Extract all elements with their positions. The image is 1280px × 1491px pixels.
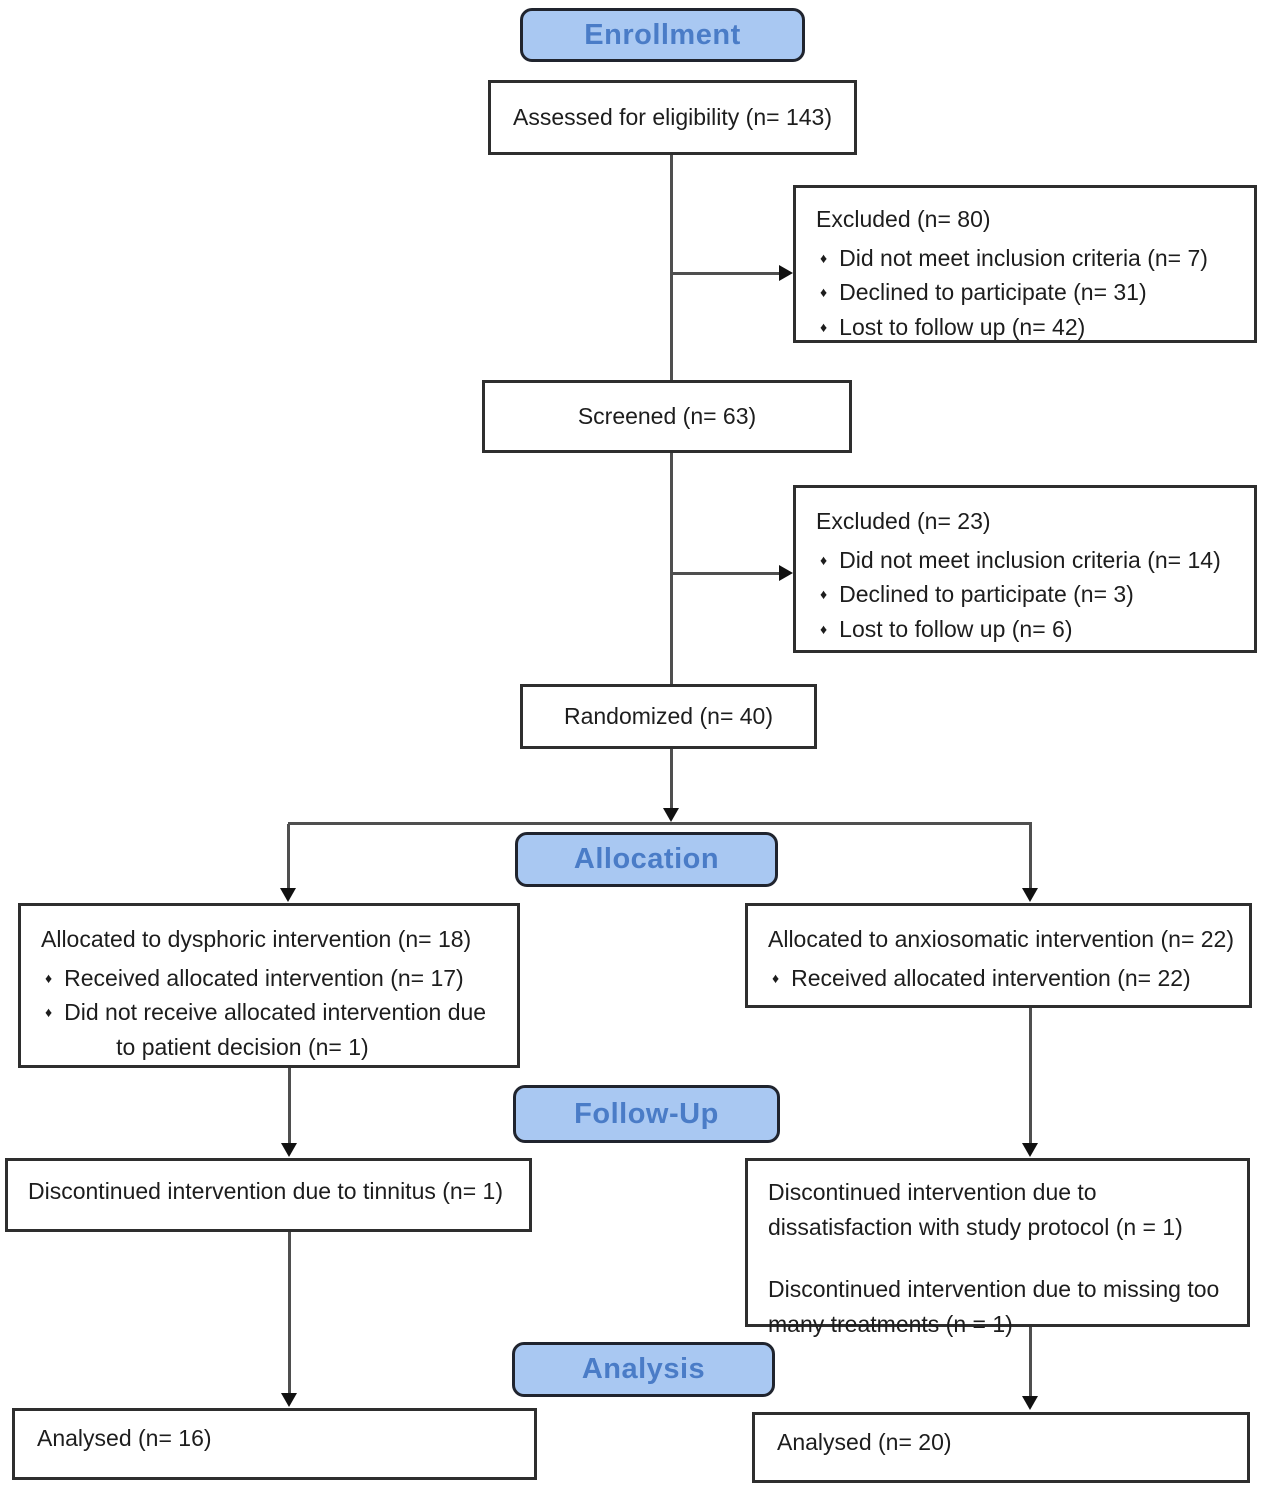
connector-split-to-alloc-right bbox=[1029, 824, 1032, 888]
connector-randomized-to-split bbox=[670, 749, 673, 809]
connector-allocation-split bbox=[288, 822, 1032, 825]
stage-badge-allocation: Allocation bbox=[515, 832, 778, 887]
discontinued-right-box bbox=[745, 1158, 1250, 1337]
randomized-box bbox=[520, 684, 817, 749]
excluded1-item: Did not meet inclusion criteria (n= 7) bbox=[839, 244, 1208, 271]
diamond-bullet-icon: ♦ bbox=[820, 284, 828, 300]
analysed-right-text: Analysed (n= 20) bbox=[777, 1429, 952, 1456]
arrow-down-icon bbox=[663, 808, 679, 822]
connector-alloc-to-followup-left bbox=[288, 1068, 291, 1144]
excluded-box-1 bbox=[793, 185, 1257, 343]
connector-branch-excluded2 bbox=[672, 572, 782, 575]
list-item bbox=[768, 961, 1235, 996]
list-item bbox=[816, 275, 1240, 310]
list-item bbox=[816, 310, 1240, 345]
screened-text: Screened (n= 63) bbox=[577, 403, 757, 430]
excluded2-item: Declined to participate (n= 3) bbox=[839, 581, 1134, 607]
connector-branch-excluded1 bbox=[672, 272, 782, 275]
excluded-box-2 bbox=[793, 485, 1257, 653]
excluded2-item: Did not meet inclusion criteria (n= 14) bbox=[839, 546, 1221, 573]
excluded2-title: Excluded (n= 23) bbox=[816, 508, 991, 534]
alloc-left-item: Received allocated intervention (n= 17) bbox=[64, 964, 464, 991]
diamond-bullet-icon: ♦ bbox=[820, 318, 828, 335]
connector-followup-to-analysis-right bbox=[1029, 1327, 1032, 1397]
list-item bbox=[816, 577, 1240, 612]
arrow-down-icon bbox=[1022, 888, 1038, 902]
diamond-bullet-icon: ♦ bbox=[45, 969, 53, 986]
analysed-left-text: Analysed (n= 16) bbox=[37, 1424, 212, 1451]
fu-left-text: Discontinued intervention due to tinnitus (n= 1) bbox=[28, 1177, 503, 1204]
fu-right-paragraph: Discontinued intervention due to dissatisfaction with study protocol (n = 1) bbox=[768, 1179, 1183, 1240]
stage-badge-enrollment: Enrollment bbox=[520, 8, 805, 62]
discontinued-tinnitus-box bbox=[5, 1158, 532, 1232]
diamond-bullet-icon: ♦ bbox=[820, 551, 828, 568]
assessed-for-eligibility-box bbox=[488, 80, 857, 155]
analysed-right-box bbox=[752, 1412, 1250, 1483]
arrow-down-icon bbox=[281, 1143, 297, 1157]
screened-box bbox=[482, 380, 852, 453]
alloc-right-item: Received allocated intervention (n= 22) bbox=[791, 964, 1191, 991]
arrow-down-icon bbox=[280, 888, 296, 902]
connector-split-to-alloc-left bbox=[287, 824, 290, 888]
stage-badge-analysis: Analysis bbox=[512, 1342, 775, 1397]
randomized-text: Randomized (n= 40) bbox=[563, 703, 774, 730]
arrow-right-icon bbox=[779, 265, 793, 281]
excluded2-item: Lost to follow up (n= 6) bbox=[839, 615, 1073, 642]
diamond-bullet-icon: ♦ bbox=[820, 620, 828, 637]
alloc-left-item: Did not receive allocated intervention due to patient decision (n= 1) bbox=[64, 999, 487, 1060]
diamond-bullet-icon: ♦ bbox=[820, 249, 828, 266]
arrow-down-icon bbox=[1022, 1143, 1038, 1157]
list-item bbox=[816, 612, 1240, 647]
diamond-bullet-icon: ♦ bbox=[820, 586, 828, 602]
connector-alloc-to-followup-right bbox=[1029, 1008, 1032, 1144]
excluded1-item: Lost to follow up (n= 42) bbox=[839, 313, 1086, 340]
diamond-bullet-icon: ♦ bbox=[772, 969, 780, 986]
alloc-right-title: Allocated to anxiosomatic intervention (n= 22) bbox=[768, 926, 1235, 952]
diamond-bullet-icon: ♦ bbox=[45, 1004, 53, 1020]
arrow-down-icon bbox=[1022, 1396, 1038, 1410]
arrow-right-icon bbox=[779, 565, 793, 581]
assessed-text: Assessed for eligibility (n= 143) bbox=[513, 104, 832, 131]
connector-screened-to-randomized bbox=[670, 453, 673, 684]
connector-assessed-to-screened bbox=[670, 155, 673, 380]
allocated-anxiosomatic-box bbox=[745, 903, 1252, 1008]
connector-followup-to-analysis-left bbox=[288, 1232, 291, 1393]
stage-badge-followup: Follow-Up bbox=[513, 1085, 780, 1143]
arrow-down-icon bbox=[281, 1393, 297, 1407]
list-item bbox=[816, 543, 1240, 578]
list-item bbox=[41, 961, 503, 996]
excluded1-title: Excluded (n= 80) bbox=[816, 206, 991, 232]
allocated-dysphoric-box bbox=[18, 903, 520, 1068]
list-item bbox=[816, 241, 1240, 276]
excluded1-item: Declined to participate (n= 31) bbox=[839, 279, 1147, 305]
fu-right-paragraph: Discontinued intervention due to missing too many treatments (n = 1) bbox=[768, 1276, 1220, 1337]
analysed-left-box bbox=[12, 1408, 537, 1480]
alloc-left-title: Allocated to dysphoric intervention (n= 18) bbox=[41, 926, 472, 952]
list-item bbox=[41, 995, 503, 1064]
